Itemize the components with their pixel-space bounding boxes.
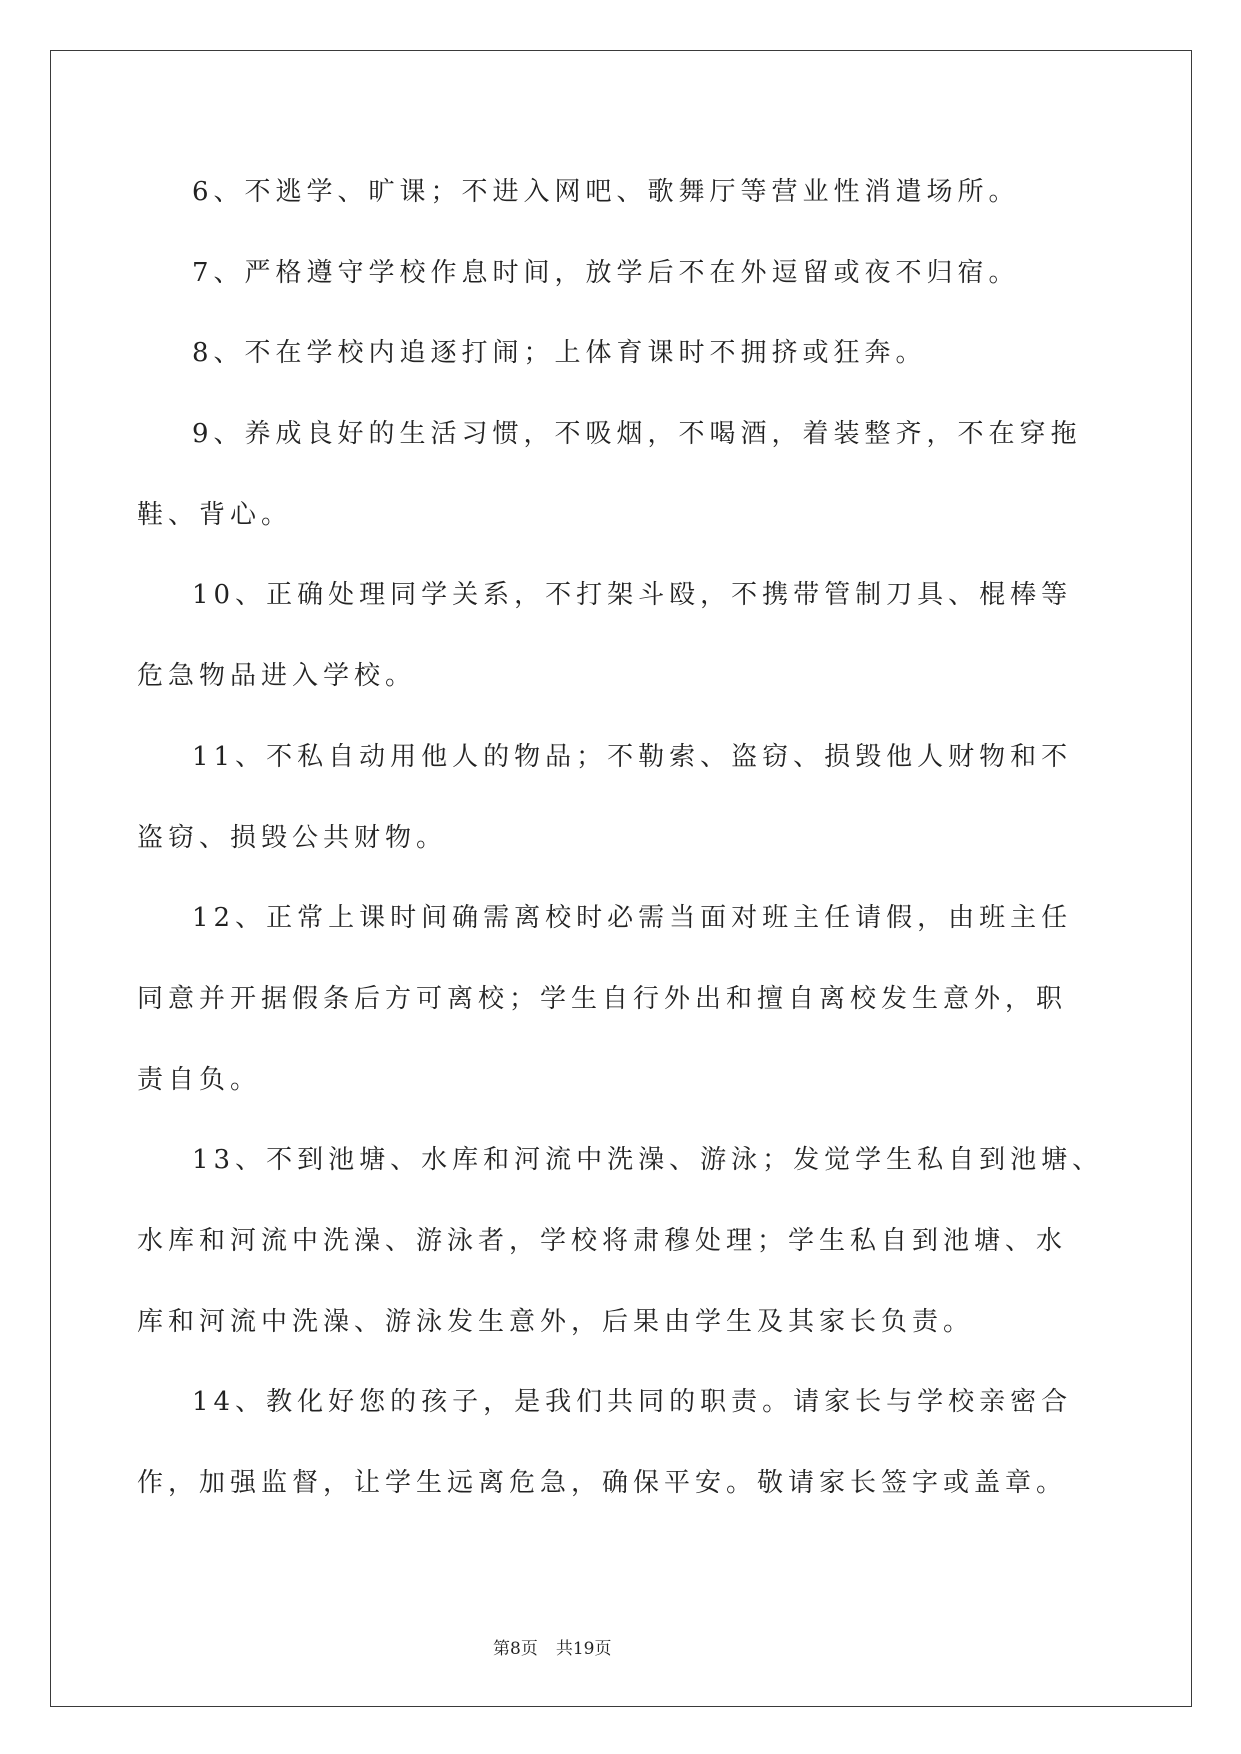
paragraph-line: 6、不逃学、旷课；不进入网吧、歌舞厅等营业性消遣场所。 <box>192 177 1020 207</box>
paragraph-line: 13、不到池塘、水库和河流中洗澡、游泳；发觉学生私自到池塘、 <box>192 1145 1104 1176</box>
paragraph-line: 危急物品进入学校。 <box>137 661 417 692</box>
paragraph-13 <box>137 1120 1127 1362</box>
paragraph-line: 12、正常上课时间确需离校时必需当面对班主任请假，由班主任 <box>192 903 1073 934</box>
paragraph-8 <box>137 313 1127 394</box>
paragraph-line: 盗窃、损毁公共财物。 <box>137 822 448 853</box>
page-total: 共19页 <box>555 1639 612 1659</box>
paragraph-line: 14、教化好您的孩子，是我们共同的职责。请家长与学校亲密合 <box>192 1387 1073 1418</box>
paragraph-7 <box>137 233 1127 314</box>
paragraph-line: 作，加强监督，让学生远离危急，确保平安。敬请家长签字或盖章。 <box>137 1468 1068 1498</box>
paragraph-line: 水库和河流中洗澡、游泳者，学校将肃穆处理；学生私自到池塘、水 <box>137 1225 1068 1256</box>
paragraph-line: 同意并开据假条后方可离校；学生自行外出和擅自离校发生意外，职 <box>137 983 1068 1014</box>
paragraph-12 <box>137 878 1127 1120</box>
paragraph-line: 责自负。 <box>137 1064 262 1095</box>
page-footer <box>493 1636 611 1662</box>
paragraph-11 <box>137 717 1127 878</box>
paragraph-line: 11、不私自动用他人的物品；不勒索、盗窃、损毁他人财物和不 <box>192 741 1073 772</box>
paragraph-line: 8、不在学校内追逐打闹；上体育课时不拥挤或狂奔。 <box>192 338 927 369</box>
paragraph-9 <box>137 394 1127 555</box>
page-number: 第8页 <box>493 1639 538 1659</box>
paragraph-line: 9、养成良好的生活习惯，不吸烟，不喝酒，着装整齐，不在穿拖 <box>192 419 1082 450</box>
document-body <box>137 152 1127 1524</box>
paragraph-line: 7、严格遵守学校作息时间，放学后不在外逗留或夜不归宿。 <box>192 257 1020 288</box>
paragraph-14 <box>137 1362 1127 1523</box>
paragraph-line: 10、正确处理同学关系，不打架斗殴，不携带管制刀具、棍棒等 <box>192 580 1073 611</box>
paragraph-6 <box>137 152 1127 233</box>
paragraph-10 <box>137 555 1127 716</box>
paragraph-line: 鞋、背心。 <box>137 499 293 530</box>
paragraph-line: 库和河流中洗澡、游泳发生意外，后果由学生及其家长负责。 <box>137 1306 975 1337</box>
